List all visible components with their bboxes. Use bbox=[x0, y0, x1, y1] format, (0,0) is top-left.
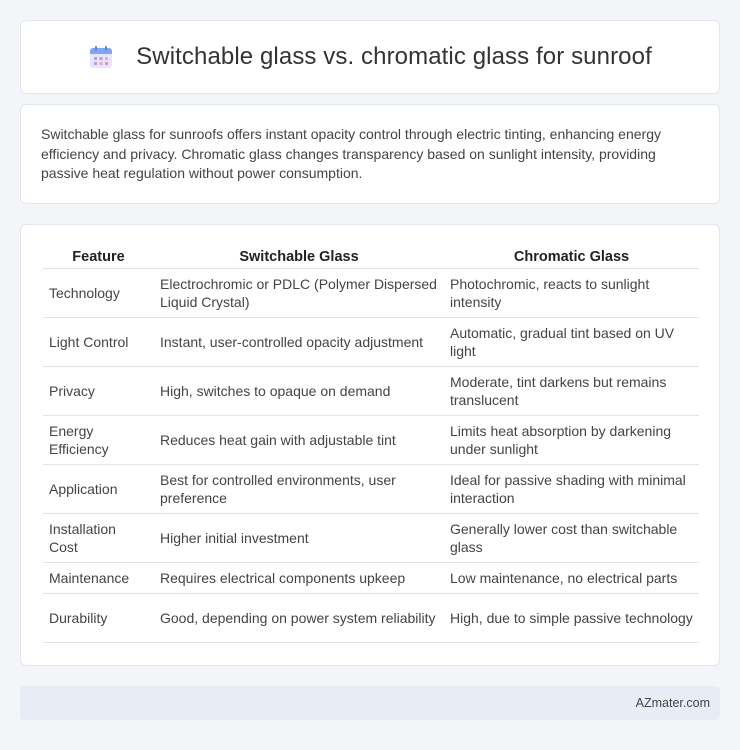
comparison-table bbox=[43, 243, 699, 643]
table-row bbox=[43, 563, 699, 594]
feature-cell: Energy Efficiency bbox=[43, 416, 154, 465]
feature-cell: Light Control bbox=[43, 318, 154, 367]
footer bbox=[20, 686, 720, 720]
page-title: Switchable glass vs. chromatic glass for sunroof bbox=[136, 43, 652, 70]
header-chromatic: Chromatic Glass bbox=[444, 243, 699, 269]
calendar-icon bbox=[88, 44, 114, 70]
chromatic-cell: Ideal for passive shading with minimal interaction bbox=[444, 465, 699, 514]
header-feature: Feature bbox=[43, 243, 154, 269]
feature-cell: Application bbox=[43, 465, 154, 514]
switchable-cell: Requires electrical components upkeep bbox=[154, 563, 444, 594]
feature-cell: Technology bbox=[43, 269, 154, 318]
switchable-cell: Reduces heat gain with adjustable tint bbox=[154, 416, 444, 465]
switchable-cell: Good, depending on power system reliability bbox=[154, 594, 444, 643]
table-row bbox=[43, 514, 699, 563]
header-switchable: Switchable Glass bbox=[154, 243, 444, 269]
summary-text: Switchable glass for sunroofs offers instant opacity control through electric tinting, enhancing energy efficiency and privacy. Chromatic glass changes transparency based on sunlight intensity, providing passive heat regulation without power consumption. bbox=[41, 126, 661, 181]
table-row bbox=[43, 269, 699, 318]
chromatic-cell: Automatic, gradual tint based on UV light bbox=[444, 318, 699, 367]
feature-cell: Durability bbox=[43, 594, 154, 643]
chromatic-cell: Generally lower cost than switchable glass bbox=[444, 514, 699, 563]
chromatic-cell: High, due to simple passive technology bbox=[444, 594, 699, 643]
table-row bbox=[43, 594, 699, 643]
chromatic-cell: Moderate, tint darkens but remains translucent bbox=[444, 367, 699, 416]
table-header-row bbox=[43, 243, 699, 269]
table-row bbox=[43, 465, 699, 514]
table-row bbox=[43, 416, 699, 465]
summary-card bbox=[20, 104, 720, 204]
chromatic-cell: Low maintenance, no electrical parts bbox=[444, 563, 699, 594]
title-card bbox=[20, 20, 720, 94]
comparison-table-card bbox=[20, 224, 720, 666]
switchable-cell: Higher initial investment bbox=[154, 514, 444, 563]
switchable-cell: Electrochromic or PDLC (Polymer Dispersed Liquid Crystal) bbox=[154, 269, 444, 318]
switchable-cell: High, switches to opaque on demand bbox=[154, 367, 444, 416]
switchable-cell: Instant, user-controlled opacity adjustment bbox=[154, 318, 444, 367]
chromatic-cell: Photochromic, reacts to sunlight intensity bbox=[444, 269, 699, 318]
feature-cell: Installation Cost bbox=[43, 514, 154, 563]
footer-brand[interactable]: AZmater.com bbox=[635, 696, 710, 710]
table-row bbox=[43, 367, 699, 416]
feature-cell: Privacy bbox=[43, 367, 154, 416]
switchable-cell: Best for controlled environments, user preference bbox=[154, 465, 444, 514]
feature-cell: Maintenance bbox=[43, 563, 154, 594]
table-row bbox=[43, 318, 699, 367]
chromatic-cell: Limits heat absorption by darkening under sunlight bbox=[444, 416, 699, 465]
